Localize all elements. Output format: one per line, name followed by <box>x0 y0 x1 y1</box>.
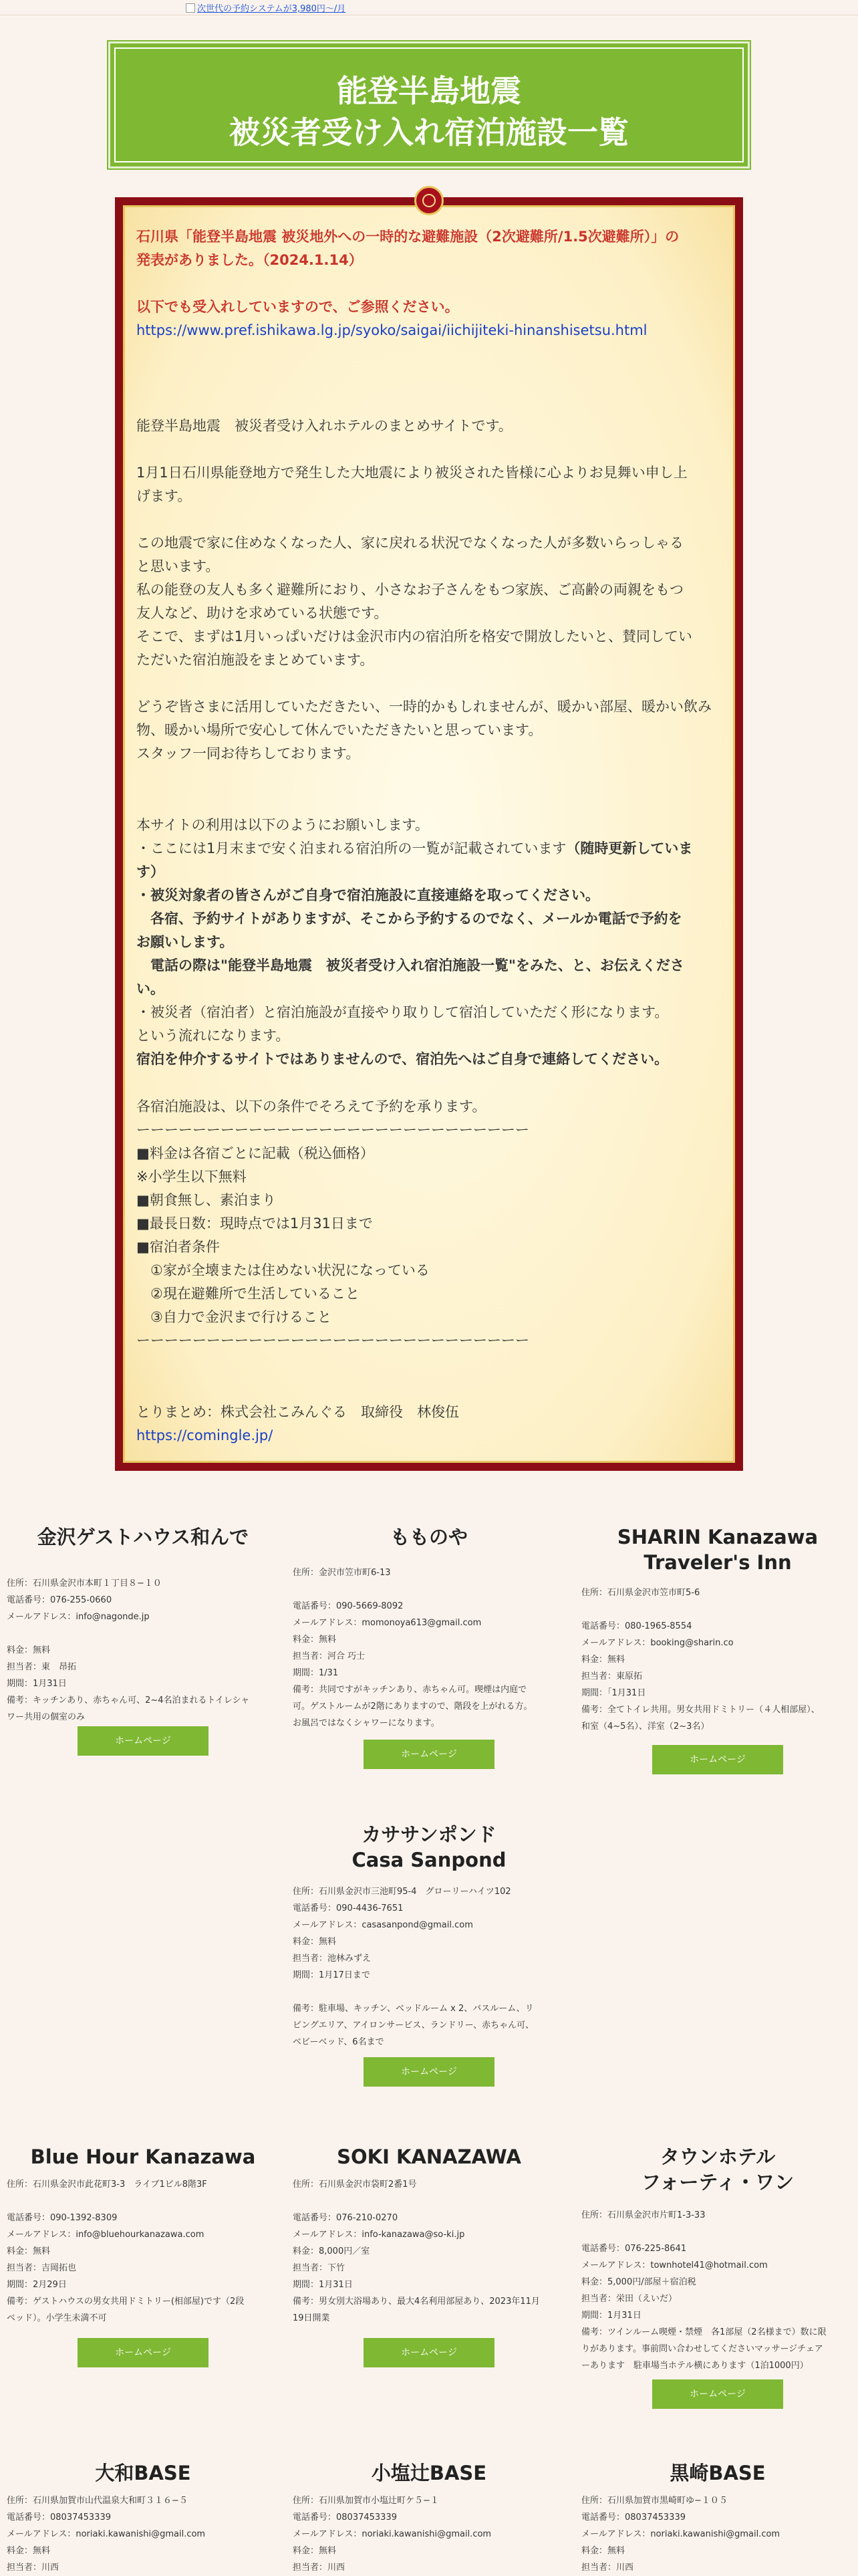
notice-p3d: 友人など、助けを求めている状態です。 <box>136 605 388 621</box>
notice-organizer: とりまとめ：株式会社こみんぐる 取締役 林俊伍 <box>136 1404 459 1420</box>
notice-intro <box>136 415 724 766</box>
facility-price: 料金：5,000円/部屋＋宿泊税 <box>581 2277 696 2287</box>
notice-p6c: す） <box>136 864 164 880</box>
notice-p12: 宿泊を仲介するサイトではありませんので、宿泊先へはご自身で連絡してください。 <box>136 1051 669 1067</box>
facility-title <box>293 1524 565 1564</box>
facility-title-line2: Traveler's Inn <box>644 1551 792 1574</box>
facility-notes-3: ーあります 駐車場当ホテル横にあります（1泊1000円） <box>581 2361 809 2371</box>
facility-address: 住所：石川県金沢市袋町2番1号 <box>293 2180 417 2190</box>
facility-price: 料金：8,000円／室 <box>293 2246 370 2256</box>
facility-card-yamato-base <box>7 2460 279 2576</box>
notice-c6: ①家が全壊または住めない状況になっている <box>136 1262 430 1278</box>
facility-contact: 担当者：川西 <box>293 2563 345 2573</box>
facility-notes-2: ベッド）。小学生未満不可 <box>7 2313 107 2323</box>
facility-notes-2: ワー共用の個室のみ <box>7 1712 86 1722</box>
facility-contact: 担当者：川西 <box>7 2563 59 2573</box>
facility-title <box>7 1524 279 1575</box>
facility-card-momonoya <box>293 1524 565 1769</box>
facility-title <box>581 1524 854 1585</box>
facility-notes: 備考：共同ですがキッチンあり、赤ちゃん可。喫煙は内庭で <box>293 1685 527 1695</box>
facility-phone: 電話番号：076-255-0660 <box>7 1595 112 1605</box>
notice-p13: 各宿泊施設は、以下の条件でそろえて予約を承ります。 <box>136 1098 486 1115</box>
top-banner-text: 次世代の予約システムが3,980円〜/月 <box>197 4 346 14</box>
facility-notes: 備考：キッチンあり、赤ちゃん可、2~4名泊まれるトイレシャ <box>7 1695 250 1706</box>
facility-email: メールアドレス：info-kanazawa@so-ki.jp <box>293 2230 465 2240</box>
facility-card-nagonde <box>7 1524 279 1756</box>
facility-email: メールアドレス：noriaki.kawanishi@gmail.com <box>293 2529 492 2539</box>
facility-title-line1: 大和BASE <box>95 2462 191 2484</box>
pref-ishikawa-link[interactable]: https://www.pref.ishikawa.lg.jp/syoko/saigai/iichijiteki-hinanshisetsu.html <box>136 322 648 338</box>
facility-card-town-hotel-41 <box>581 2144 854 2409</box>
homepage-button[interactable]: ホームページ <box>78 1726 208 1756</box>
facility-title-line1: 金沢ゲストハウス和んで <box>37 1526 249 1548</box>
notice-p8a: 各宿、予約サイトがありますが、そこから予約するのでなく、メールか電話で予約を <box>136 911 682 927</box>
notice-p3f: ただいた宿泊施設をまとめています。 <box>136 652 374 668</box>
facility-period: 期間：2月29日 <box>7 2280 67 2290</box>
notice-red-1: 石川県「能登半島地震 被災地外への一時的な避難施設（2次避難所/1.5次避難所）」の <box>136 229 680 245</box>
notice-c5: ■宿泊者条件 <box>136 1239 220 1255</box>
comingle-link[interactable]: https://comingle.jp/ <box>136 1427 273 1443</box>
facility-card-soki <box>293 2144 565 2367</box>
facility-card-kurosaki-base <box>581 2460 854 2576</box>
notice-p3c: 私の能登の友人も多く避難所におり、小さなお子さんをもつ家族、ご高齢の両親をもつ <box>136 582 684 598</box>
notice-dash-bottom: ーーーーーーーーーーーーーーーーーーーーーーーーーーーー <box>136 1332 529 1349</box>
facility-phone: 電話番号：076-225-8641 <box>581 2244 687 2254</box>
facility-contact: 担当者：川西 <box>581 2563 634 2573</box>
facility-price: 料金：無料 <box>7 2546 51 2556</box>
facility-period: 期間：「1月31日 <box>581 1688 646 1698</box>
notice-p8b: お願いします。 <box>136 934 234 950</box>
notice-red-2: 発表がありました。（2024.1.14） <box>136 252 363 268</box>
facility-notes: 備考：男女別大浴場あり、最大4名利用部屋あり、2023年11月 <box>293 2297 540 2307</box>
notice-p10: ・被災者（宿泊者）と宿泊施設が直接やり取りして宿泊していただく形になります。 <box>136 1004 669 1020</box>
facility-notes-3: ベビーベッド、6名まで <box>293 2037 384 2047</box>
facility-info <box>7 2492 279 2576</box>
facility-info <box>581 1585 854 1737</box>
facility-info <box>7 1575 279 1722</box>
facility-email: メールアドレス：noriaki.kawanishi@gmail.com <box>581 2529 780 2539</box>
homepage-button[interactable]: ホームページ <box>364 2338 494 2367</box>
notice-c7: ②現在避難所で生活していること <box>136 1286 360 1302</box>
facility-title <box>581 2144 854 2207</box>
facility-title-line1: もものや <box>390 1526 468 1548</box>
facility-contact: 担当者：下竹 <box>293 2263 345 2273</box>
facility-card-blue-hour <box>7 2144 279 2367</box>
facility-phone: 電話番号：08037453339 <box>581 2512 686 2523</box>
facility-info <box>293 1883 565 2051</box>
hero-banner <box>108 41 750 168</box>
facility-address: 住所：石川県金沢市三池町95-4 グローリーハイツ102 <box>293 1887 511 1897</box>
facility-notes: 備考：ツインルーム喫煙・禁煙 各1部屋（2名様まで）数に限 <box>581 2327 827 2337</box>
facility-notes: 備考：ゲストハウスの男女共用ドミトリー(相部屋)です（2段 <box>7 2297 245 2307</box>
notice-c3: ■朝食無し、素泊まり <box>136 1192 276 1208</box>
page-title-line1: 能登半島地震 <box>337 73 521 109</box>
facility-address: 住所：石川県金沢市此花町3-3 ライブ1ビル8階3F <box>7 2180 207 2190</box>
broken-image-icon <box>186 3 195 13</box>
facility-info <box>581 2492 854 2576</box>
facility-card-casa-sanpond <box>293 1822 565 2087</box>
notice-p6a: ・ここには1月末まで安く泊まれる宿泊所の一覧が記載されています <box>136 840 567 856</box>
facility-blank <box>581 2224 854 2240</box>
facility-address: 住所：石川県加賀市小塩辻町ケ５−１ <box>293 2496 439 2506</box>
top-banner-link[interactable] <box>186 1 345 14</box>
facility-phone: 電話番号：076-210-0270 <box>293 2213 398 2223</box>
notice-c2: ※小学生以下無料 <box>136 1169 247 1185</box>
facility-title <box>7 2144 279 2176</box>
facility-contact: 担当者：吉岡拓也 <box>7 2263 77 2273</box>
page-title <box>110 70 748 153</box>
notice-p4c: スタッフ一同お待ちしております。 <box>136 745 360 762</box>
facility-blank <box>7 1625 279 1642</box>
facility-info <box>581 2207 854 2375</box>
facility-blank <box>293 1581 565 1598</box>
facility-title-line1: カササンポンド <box>362 1823 496 1846</box>
notice-red-3: 以下でも受入れしていますので、ご参照ください。 <box>136 299 459 315</box>
facility-card-sharin <box>581 1524 854 1774</box>
facility-title-line2: フォーティ・ワン <box>641 2171 795 2194</box>
facility-email: メールアドレス：townhotel41@hotmail.com <box>581 2260 768 2270</box>
facility-info <box>7 2176 279 2329</box>
facility-title <box>293 2460 565 2492</box>
facility-price: 料金：無料 <box>581 1655 625 1665</box>
facility-phone: 電話番号：090-5669-8092 <box>293 1601 404 1611</box>
facility-notes-2: 和室（4~5名）、洋室（2~3名） <box>581 1722 710 1732</box>
facility-title <box>7 2460 279 2492</box>
notice-p3e: そこで、まずは1月いっぱいだけは金沢市内の宿泊所を格安で開放したいと、賛同してい <box>136 628 692 645</box>
facility-title-line1: SHARIN Kanazawa <box>617 1526 819 1548</box>
facility-period: 期間：1/31 <box>293 1668 339 1678</box>
notice-p11: という流れになります。 <box>136 1028 290 1044</box>
facility-notes-2: 19日開業 <box>293 2313 330 2323</box>
facility-blank <box>293 1984 565 2000</box>
facility-phone: 電話番号：090-4436-7651 <box>293 1903 404 1913</box>
facility-title-line1: Blue Hour Kanazawa <box>30 2145 256 2168</box>
facility-contact: 担当者：池林みずえ <box>293 1954 372 1964</box>
notice-p3b: と思います。 <box>136 558 220 574</box>
facility-phone: 電話番号：080-1965-8554 <box>581 1621 692 1631</box>
facility-email: メールアドレス：info@nagonde.jp <box>7 1612 150 1622</box>
facility-info <box>293 1564 565 1732</box>
facility-notes-2: 可。ゲストルームが2階にありますので、階段を上がれる方。 <box>293 1702 533 1712</box>
homepage-button[interactable]: ホームページ <box>364 1740 494 1769</box>
notice-c8: ③自力で金沢まで行けること <box>136 1309 331 1325</box>
notice-p5: 本サイトの利用は以下のようにお願いします。 <box>136 817 429 833</box>
facility-notes-2: ビングエリア、アイロンサービス、ランドリー、赤ちゃん可、 <box>293 2020 535 2030</box>
notice-p3a: この地震で家に住めなくなった人、家に戻れる状況でなくなった人が多数いらっしゃる <box>136 535 684 551</box>
facility-title <box>293 2144 565 2176</box>
facility-address: 住所：石川県加賀市山代温泉大和町３１６−５ <box>7 2496 188 2506</box>
facility-address: 住所：石川県加賀市黒崎町ゆ−１０５ <box>581 2496 728 2506</box>
top-bar <box>0 0 858 15</box>
notice-conditions <box>136 1095 724 1353</box>
facility-price: 料金：無料 <box>293 1635 337 1645</box>
facility-email: メールアドレス：info@bluehourkanazawa.com <box>7 2230 204 2240</box>
facility-email: メールアドレス：casasanpond@gmail.com <box>293 1920 473 1930</box>
facility-contact: 担当者：栄田（えいだ） <box>581 2294 678 2304</box>
homepage-button[interactable]: ホームページ <box>652 1745 783 1774</box>
facility-price: 料金：無料 <box>7 2246 51 2256</box>
facility-blank <box>581 1601 854 1618</box>
facility-period: 期間：1月17日まで <box>293 1970 370 1980</box>
facility-phone: 電話番号：08037453339 <box>7 2512 111 2523</box>
facility-email: メールアドレス：momonoya613@gmail.com <box>293 1618 482 1628</box>
notice-footer <box>136 1401 724 1447</box>
facility-title-line2: Casa Sanpond <box>351 1849 507 1871</box>
notice-p9b: い。 <box>136 981 164 997</box>
seal-ornament-icon <box>414 186 444 215</box>
facility-title-line1: 黒崎BASE <box>670 2462 766 2484</box>
facility-price: 料金：無料 <box>581 2546 625 2556</box>
notice-header <box>136 225 724 342</box>
facility-contact: 担当者：東 昂拓 <box>7 1662 77 1672</box>
facility-notes: 備考：全てトイレ共用。男女共用ドミトリー（４人相部屋）、 <box>581 1705 820 1715</box>
facility-title-line1: SOKI KANAZAWA <box>337 2145 521 2168</box>
facility-notes-3: お風呂ではなくシャワーになります。 <box>293 1718 440 1728</box>
notice-p1: 能登半島地震 被災者受け入れホテルのまとめサイトです。 <box>136 418 513 434</box>
facility-blank <box>293 2193 565 2210</box>
facility-period: 期間：1月31日 <box>581 2311 641 2321</box>
facility-title <box>581 2460 854 2492</box>
notice-p9a: 電話の際は"能登半島地震 被災者受け入れ宿泊施設一覧"をみた、と、お伝えくださ <box>136 957 684 973</box>
facility-contact: 担当者：東原拓 <box>581 1671 643 1681</box>
facility-address: 住所：石川県金沢市本町１丁目８−１０ <box>7 1578 162 1589</box>
facility-address: 住所：石川県金沢市笠市町5-6 <box>581 1588 700 1598</box>
facility-notes: 備考：駐車場、キッチン、ベッドルーム x 2、バスルーム、リ <box>293 2004 534 2014</box>
facility-price: 料金：無料 <box>293 1937 337 1947</box>
facility-phone: 電話番号：090-1392-8309 <box>7 2213 118 2223</box>
facility-period: 期間：1月31日 <box>293 2280 353 2290</box>
notice-p7: ・被災対象者の皆さんがご自身で宿泊施設に直接連絡を取ってください。 <box>136 887 599 903</box>
facility-address: 住所：金沢市笠市町6-13 <box>293 1568 391 1578</box>
notice-p2a: 1月1日石川県能登地方で発生した大地震により被災された皆様に心よりお見舞い申し上 <box>136 465 688 481</box>
notice-usage <box>136 814 724 1071</box>
facility-blank <box>7 2193 279 2210</box>
facility-address: 住所：石川県金沢市片町1-3-33 <box>581 2210 706 2220</box>
facility-title-line1: 小塩辻BASE <box>371 2462 487 2484</box>
facility-price: 料金：無料 <box>293 2546 337 2556</box>
notice-p6b: （随時更新していま <box>566 840 693 856</box>
page-title-line2: 被災者受け入れ宿泊施設一覧 <box>229 114 629 150</box>
homepage-button[interactable]: ホームページ <box>652 2379 783 2409</box>
homepage-button[interactable]: ホームページ <box>364 2057 494 2087</box>
facility-email: メールアドレス：noriaki.kawanishi@gmail.com <box>7 2529 206 2539</box>
notice-c1: ■料金は各宿ごとに記載（税込価格） <box>136 1145 374 1161</box>
facility-period: 期間：1月31日 <box>7 1679 67 1689</box>
facility-price: 料金：無料 <box>7 1645 51 1655</box>
facility-title <box>293 1822 565 1883</box>
facility-notes-2: りがあります。事前問い合わせしてくださいマッサージチェア <box>581 2344 823 2354</box>
facility-phone: 電話番号：08037453339 <box>293 2512 397 2523</box>
facility-email: メールアドレス：booking@sharin.co <box>581 1638 734 1648</box>
notice-p4a: どうぞ皆さまに活用していただきたい、一時的かもしれませんが、暖かい部屋、暖かい飲み <box>136 699 712 715</box>
facility-title-line1: タウンホテル <box>660 2145 776 2168</box>
notice-p4b: 物、暖かい場所で安心して休んでいただきたいと思っています。 <box>136 722 543 738</box>
notice-c4: ■最長日数：現時点では1月31日まで <box>136 1215 373 1232</box>
facility-contact: 担当者：河合 巧士 <box>293 1651 366 1661</box>
facility-card-koshiotsuji-base <box>293 2460 565 2576</box>
notice-p2b: げます。 <box>136 488 192 504</box>
facility-info <box>293 2492 565 2576</box>
facility-info <box>293 2176 565 2329</box>
homepage-button[interactable]: ホームページ <box>78 2338 208 2367</box>
notice-dash-top: ーーーーーーーーーーーーーーーーーーーーーーーーーーーー <box>136 1122 529 1138</box>
